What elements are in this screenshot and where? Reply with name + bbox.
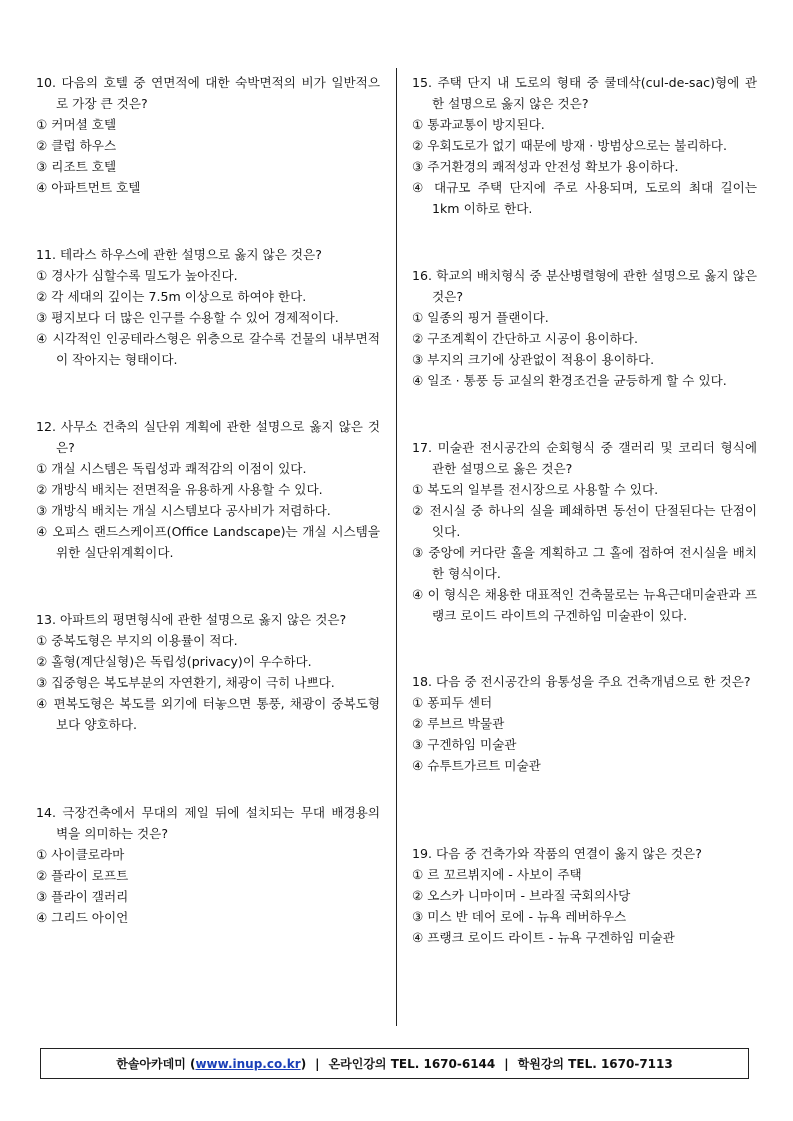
footer-website-link[interactable]: www.inup.co.kr (195, 1056, 301, 1071)
question-19 (412, 843, 757, 948)
question-stem: 19. 다음 중 건축가와 작품의 연결이 옳지 않은 것은? (412, 846, 702, 861)
option-2: ② 우회도로가 없기 때문에 방재 · 방범상으로는 불리하다. (412, 138, 727, 153)
option-1: ① 복도의 일부를 전시장으로 사용할 수 있다. (412, 482, 659, 497)
question-stem: 13. 아파트의 평면형식에 관한 설명으로 옳지 않은 것은? (36, 612, 347, 627)
question-15 (412, 72, 757, 265)
option-3: ③ 주거환경의 쾌적성과 안전성 확보가 용이하다. (412, 159, 679, 174)
question-18 (412, 671, 757, 843)
question-13 (36, 609, 380, 802)
option-1: ① 일종의 핑거 플랜이다. (412, 310, 549, 325)
question-stem: 16. 학교의 배치형식 중 분산병렬형에 관한 설명으로 옳지 않은 것은? (412, 268, 757, 304)
option-4: ④ 프랭크 로이드 라이트 - 뉴욕 구겐하임 미술관 (412, 930, 675, 945)
option-2: ② 홀형(계단실형)은 독립성(privacy)이 우수하다. (36, 654, 312, 669)
option-1: ① 커머셜 호텔 (36, 117, 117, 132)
column-divider (396, 68, 397, 1026)
question-14 (36, 802, 380, 928)
option-1: ① 퐁피두 센터 (412, 695, 493, 710)
footer-academy: 한솔아카데미 ( (116, 1057, 196, 1071)
option-4: ④ 대규모 주택 단지에 주로 사용되며, 도로의 최대 길이는 1km 이하로 한다. (412, 180, 757, 216)
option-3: ③ 개방식 배치는 개실 시스템보다 공사비가 저렴하다. (36, 503, 331, 518)
question-stem: 12. 사무소 건축의 실단위 계획에 관한 설명으로 옳지 않은 것은? (36, 419, 380, 455)
question-stem: 15. 주택 단지 내 도로의 형태 중 쿨데삭(cul-de-sac)형에 관한 설명으로 옳지 않은 것은? (412, 75, 757, 111)
option-2: ② 개방식 배치는 전면적을 유용하게 사용할 수 있다. (36, 482, 323, 497)
option-1: ① 중복도형은 부지의 이용률이 적다. (36, 633, 238, 648)
option-3: ③ 리조트 호텔 (36, 159, 117, 174)
option-4: ④ 시각적인 인공테라스형은 위층으로 갈수록 건물의 내부면적이 작아지는 형태이다. (36, 331, 380, 367)
footer-close-paren: ) (300, 1056, 307, 1071)
footer-separator: | (315, 1056, 320, 1071)
question-stem: 18. 다음 중 전시공간의 융통성을 주요 건축개념으로 한 것은? (412, 674, 751, 689)
footer-separator: | (504, 1056, 509, 1071)
option-1: ① 사이클로라마 (36, 847, 125, 862)
question-stem: 10. 다음의 호텔 중 연면적에 대한 숙박면적의 비가 일반적으로 가장 큰 것은? (36, 75, 380, 111)
option-4: ④ 오피스 랜드스케이프(Office Landscape)는 개실 시스템을 위한 실단위계획이다. (36, 524, 380, 560)
option-1: ① 개실 시스템은 독립성과 쾌적감의 이점이 있다. (36, 461, 307, 476)
option-1: ① 경사가 심할수록 밀도가 높아진다. (36, 268, 238, 283)
option-4: ④ 편복도형은 복도를 외기에 터놓으면 통풍, 채광이 중복도형보다 양호하다. (36, 696, 380, 732)
option-2: ② 오스카 니마이머 - 브라질 국회의사당 (412, 888, 631, 903)
option-2: ② 루브르 박물관 (412, 716, 505, 731)
option-4: ④ 슈투트가르트 미술관 (412, 758, 541, 773)
footer-online-tel: 온라인강의 TEL. 1670-6144 (328, 1057, 496, 1071)
option-2: ② 플라이 로프트 (36, 868, 129, 883)
option-1: ① 통과교통이 방지된다. (412, 117, 545, 132)
question-stem: 11. 테라스 하우스에 관한 설명으로 옳지 않은 것은? (36, 247, 322, 262)
option-3: ③ 평지보다 더 많은 인구를 수용할 수 있어 경제적이다. (36, 310, 339, 325)
option-3: ③ 미스 반 데어 로에 - 뉴욕 레버하우스 (412, 909, 627, 924)
option-3: ③ 플라이 갤러리 (36, 889, 129, 904)
option-2: ② 각 세대의 깊이는 7.5m 이상으로 하여야 한다. (36, 289, 307, 304)
option-1: ① 르 꼬르뷔지에 - 사보이 주택 (412, 867, 582, 882)
option-4: ④ 이 형식은 채용한 대표적인 건축물로는 뉴욕근대미술관과 프랭크 로이드 라이트의 구겐하임 미술관이 있다. (412, 587, 757, 623)
option-3: ③ 집중형은 복도부분의 자연환기, 채광이 극히 나쁘다. (36, 675, 335, 690)
option-4: ④ 그리드 아이언 (36, 910, 129, 925)
footer (40, 1048, 749, 1079)
question-12 (36, 416, 380, 609)
option-3: ③ 부지의 크기에 상관없이 적용이 용이하다. (412, 352, 655, 367)
question-11 (36, 244, 380, 416)
question-17 (412, 437, 757, 671)
option-3: ③ 구겐하임 미술관 (412, 737, 517, 752)
option-2: ② 클럽 하우스 (36, 138, 117, 153)
left-column (36, 72, 380, 928)
option-2: ② 구조계획이 간단하고 시공이 용이하다. (412, 331, 638, 346)
question-stem: 14. 극장건축에서 무대의 제일 뒤에 설치되는 무대 배경용의 벽을 의미하는 것은? (36, 805, 380, 841)
question-16 (412, 265, 757, 437)
option-3: ③ 중앙에 커다란 홀을 계획하고 그 홀에 접하여 전시실을 배치한 형식이다. (412, 545, 757, 581)
option-4: ④ 아파트먼트 호텔 (36, 180, 141, 195)
question-10 (36, 72, 380, 244)
option-2: ② 전시실 중 하나의 실을 폐쇄하면 동선이 단절된다는 단점이 잇다. (412, 503, 757, 539)
option-4: ④ 일조 · 통풍 등 교실의 환경조건을 균등하게 할 수 있다. (412, 373, 727, 388)
right-column (412, 72, 757, 948)
question-stem: 17. 미술관 전시공간의 순회형식 중 갤러리 및 코리더 형식에 관한 설명으로 옳은 것은? (412, 440, 757, 476)
footer-offline-tel: 학원강의 TEL. 1670-7113 (517, 1057, 673, 1071)
